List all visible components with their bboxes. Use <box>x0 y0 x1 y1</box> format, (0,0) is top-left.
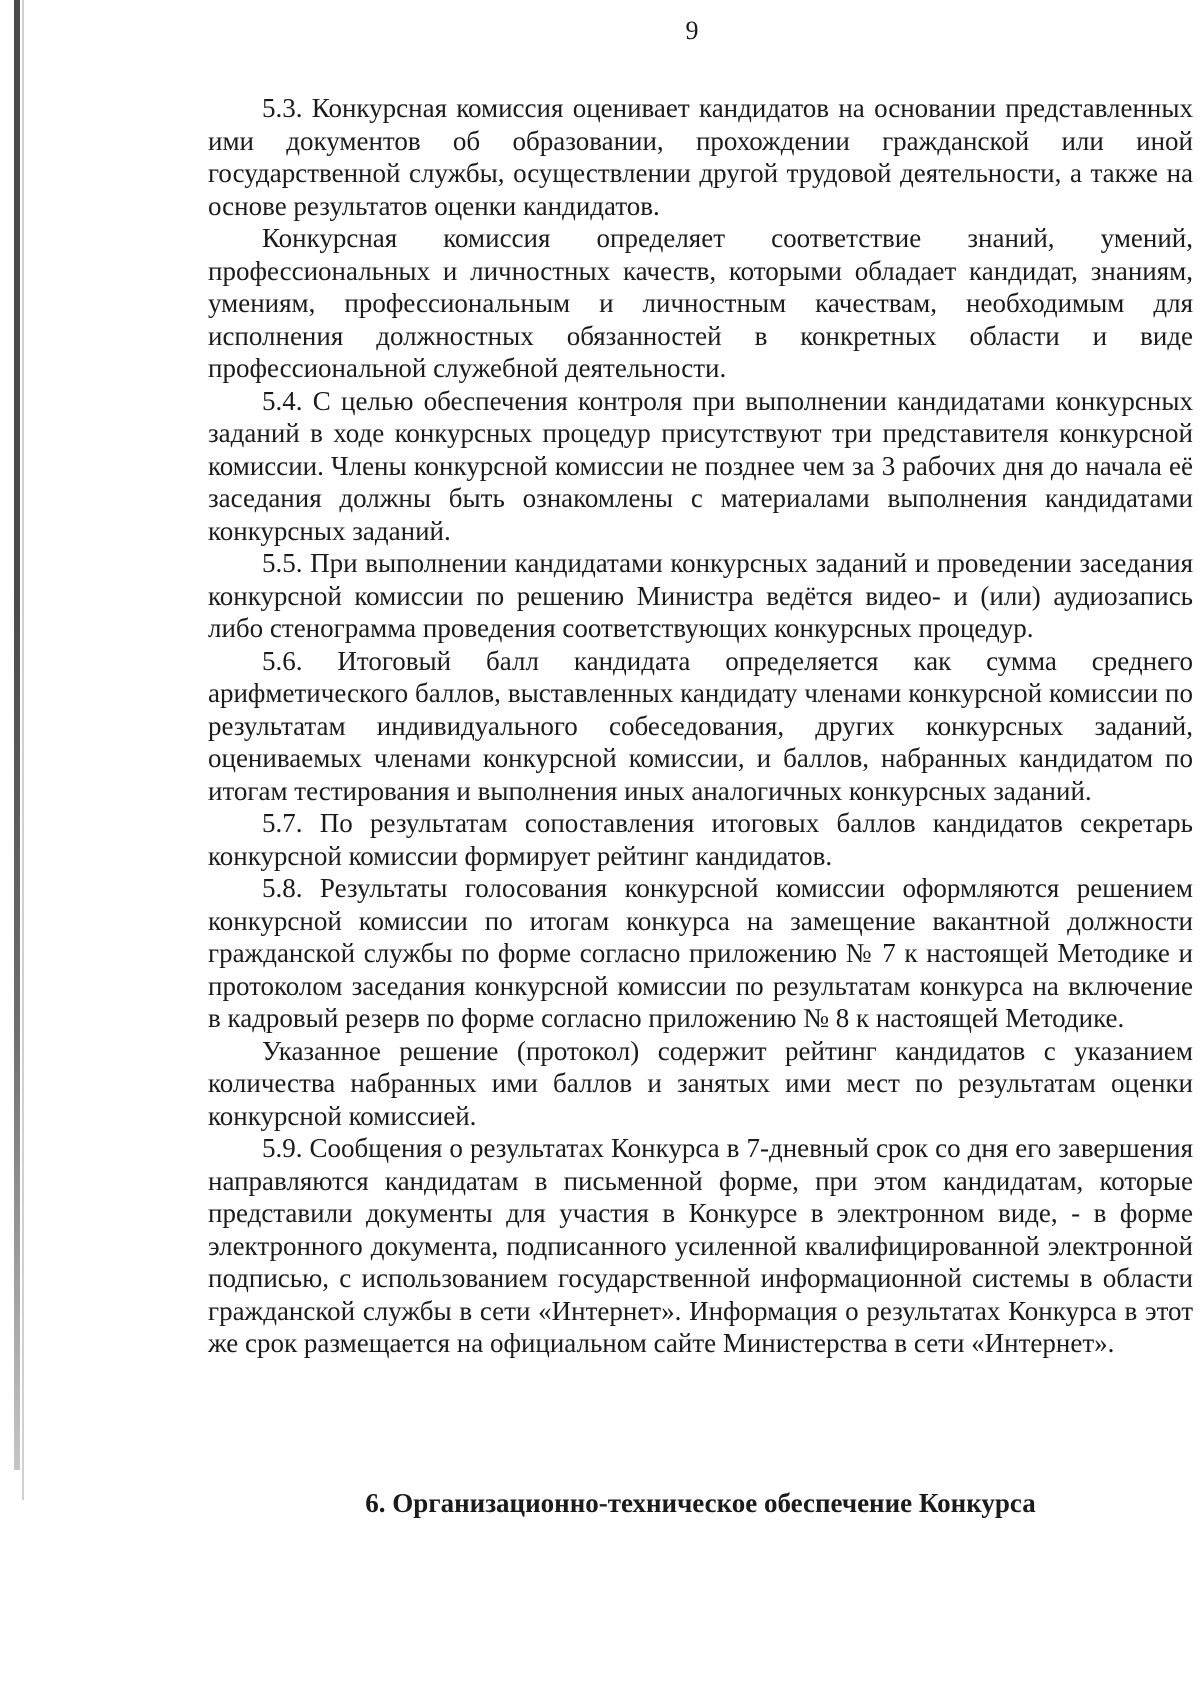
section-heading: 6. Организационно-техническое обеспечение Конкурса <box>365 1488 1036 1518</box>
paragraph-5-4: 5.4. С целью обеспечения контроля при выполнении кандидатами конкурсных заданий в ходе конкурсных процедур присутствуют три представителя конкурсной комиссии. Члены конкурсной комиссии не позднее чем за 3 рабочих дня до начала её заседания должны быть ознакомлены с материалами выполнения кандидатами конкурсных заданий. <box>208 385 1193 546</box>
page-number: 9 <box>685 16 699 45</box>
paragraph-5-9: 5.9. Сообщения о результатах Конкурса в 7-дневный срок со дня его завершения направляются кандидатам в письменной форме, при этом кандидатам, которые представили документы для участия в Конкурсе в электронном виде, - в форме электронного документа, подписанного усиленной квалифицированной электронной подписью, с использованием государственной информационной системы в области гражданской службы в сети «Интернет». Информация о результатах Конкурса в этот же срок размещается на официальном сайте Министерства в сети «Интернет». <box>208 1133 1193 1358</box>
paragraph-5-8: 5.8. Результаты голосования конкурсной комиссии оформляются решением конкурсной комиссии по итогам конкурса на замещение вакантной должности гражданской службы по форме согласно приложению № 7 к настоящей Методике и протоколом заседания конкурсной комиссии по результатам конкурса на включение в кадровый резерв по форме согласно приложению № 8 к настоящей Методике. <box>208 873 1193 1033</box>
paragraph-5-3: 5.3. Конкурсная комиссия оценивает кандидатов на основании представленных ими документов об образовании, прохождении гражданской или иной государственной службы, осуществлении другой трудовой деятельности, а также на основе результатов оценки кандидатов. <box>208 93 1193 221</box>
paragraph-5-6: 5.6. Итоговый балл кандидата определяется как сумма среднего арифметического баллов, выставленных кандидату членами конкурсной комиссии по результатам индивидуального собеседования, других конкурсных заданий, оцениваемых членами конкурсной комиссии, и баллов, набранных кандидатом по итогам тестирования и выполнения иных аналогичных конкурсных заданий. <box>208 645 1193 806</box>
paragraph-5-5: 5.5. При выполнении кандидатами конкурсных заданий и проведении заседания конкурсной комиссии по решению Министра ведётся видео- и (или) аудиозапись либо стенограмма проведения соответствующих конкурсных процедур. <box>208 548 1193 643</box>
scan-edge-line <box>22 0 24 1500</box>
paragraph-5-3-continued: Конкурсная комиссия определяет соответствие знаний, умений, профессиональных и личностных качеств, которыми обладает кандидат, знаниям, умениям, профессиональным и личностным качествам, необходимым для исполнения должностных обязанностей в конкретных области и виде профессиональной служебной деятельности. <box>208 223 1193 383</box>
scan-edge-shadow <box>14 0 20 1470</box>
document-body <box>208 92 1193 1360</box>
paragraph-5-8-continued: Указанное решение (протокол) содержит рейтинг кандидатов с указанием количества набранных ими баллов и занятых ими мест по результатам оценки конкурсной комиссией. <box>208 1035 1193 1131</box>
paragraph-5-7: 5.7. По результатам сопоставления итоговых баллов кандидатов секретарь конкурсной комиссии формирует рейтинг кандидатов. <box>208 808 1193 871</box>
